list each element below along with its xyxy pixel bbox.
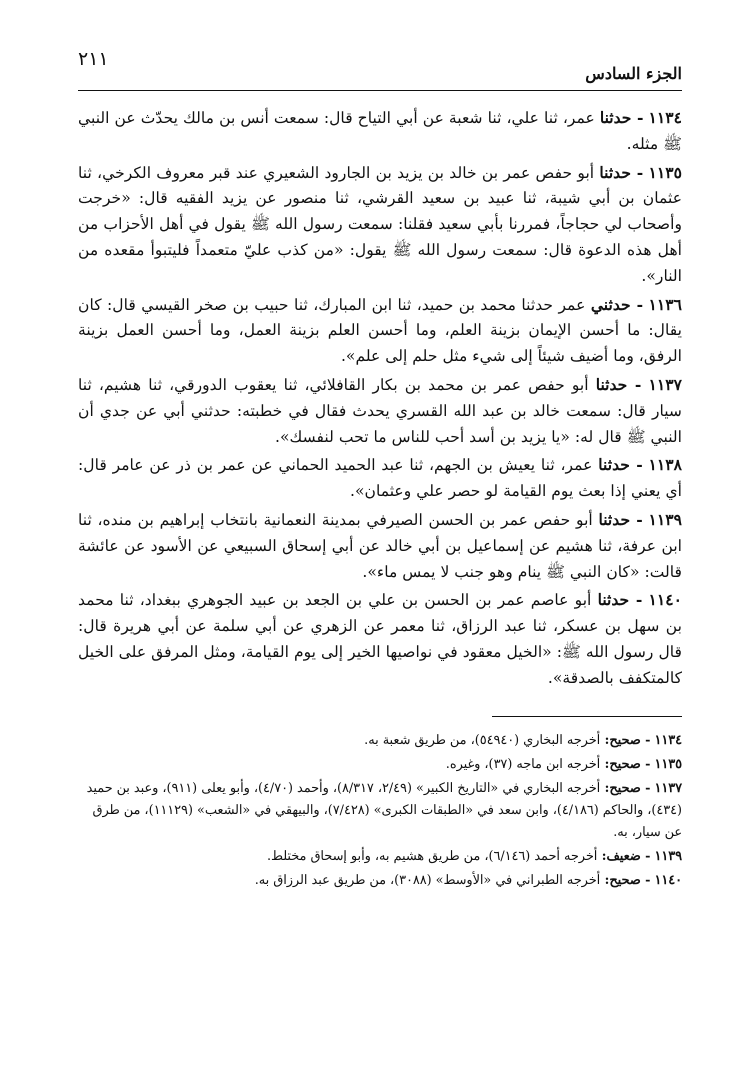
footnote-1137: ١١٣٧ - صحيح: أخرجه البخاري في «التاريخ الكبير» (٢/٤٩، ٨/٣١٧)، وأحمد (٤/٧٠)، وأبو يعلى (٩١١)، وعبد بن حميد (٤٣٤)، والحاكم (٤/١٨٦)، وابن سعد في «الطبقات الكبرى» (٧/٤٢٨)، والبيهقي في «الشعب» (١١١٢٩)، من طرق عن سيار، به. bbox=[86, 780, 682, 840]
footnote-text: أخرجه البخاري (٥٤٩٤٠)، من طريق شعبة به. bbox=[364, 732, 601, 748]
footnote-1140: ١١٤٠ - صحيح: أخرجه الطبراني في «الأوسط» (٣٠٨٨)، من طريق عبد الرزاق به. bbox=[254, 872, 682, 888]
hadith-number: ١١٣٩ bbox=[648, 509, 682, 529]
footnote-separator bbox=[78, 716, 682, 718]
hadith-number: ١١٣٦ bbox=[648, 294, 682, 314]
page-header bbox=[78, 40, 682, 91]
footnote-grade: صحيح bbox=[609, 756, 641, 772]
book-page bbox=[78, 40, 682, 1060]
hadith-lead: حدثنا bbox=[599, 162, 632, 182]
footnote-1134: ١١٣٤ - صحيح: أخرجه البخاري (٥٤٩٤٠)، من طريق شعبة به. bbox=[364, 732, 682, 748]
hadith-1140: ١١٤٠ - حدثنا أبو عاصم عمر بن الحسن بن علي بن الجعد بن عبيد الجوهري ببغداد، ثنا محمد بن سهل بن عسكر، ثنا عبد الرزاق، ثنا معمر عن الزهري عن أبي سلمة عن أبي هريرة قال: قال رسول الله ﷺ: «الخيل معقود في نواصيها الخير إلى يوم القيامة، ومثل المرفق على الخيل كالمتكفف بالصدقة». bbox=[78, 590, 682, 687]
hadith-text: عمر حدثنا محمد بن حميد، ثنا ابن المبارك، ثنا حبيب بن صخر القيسي قال: كان يقال: ما أحسن الإيمان بزينة العلم، وما أحسن العلم بزينة العمل، وما أحسن العمل بزينة الرفق، وما أضيف شيئاً إلى شيء مثل حلم إلى علم». bbox=[78, 295, 682, 366]
hadith-text: أبو حفص عمر بن خالد بن يزيد بن الجارود الشعيري عند قبر معروف الكرخي، ثنا عثمان بن أبي شيبة، ثنا عبيد بن سعيد القرشي، ثنا منصور عن يزيد الفقيه قال: «خرجت وأصحاب لي حجاجاً، فمررنا بأبي سعيد فقلنا: سمعت رسول الله ﷺ يقول في أهل الأحزاب من أهل هذه الدعوة قال: سمعت رسول الله ﷺ يقول: «من كذب عليّ متعمداً فليتبوأ مقعده من النار». bbox=[78, 163, 682, 285]
hadith-1134: ١١٣٤ - حدثنا عمر، ثنا علي، ثنا شعبة عن أبي التياح قال: سمعت أنس بن مالك يحدّث عن النبي ﷺ مثله. bbox=[78, 108, 682, 153]
hadith-lead: حدثنا bbox=[599, 108, 632, 127]
hadith-1138: ١١٣٨ - حدثنا عمر، ثنا يعيش بن الجهم، ثنا عبد الحميد الحماني عن عمر بن ذر عن عامر قال: أي يعني إذا بعث يوم القيامة لو حصر علي وعثمان». bbox=[78, 455, 683, 501]
hadith-text: أبو حفص عمر بن الحسن الصيرفي بمدينة النعمانية بانتخاب إبراهيم بن منده، ثنا ابن عرفة، ثنا هشيم عن إسماعيل بن أبي خالد عن أبي إسحاق السبيعي عن الأسود عن عائشة قالت: «كان النبي ﷺ ينام وهو جنب لا يمس ماء». bbox=[78, 510, 682, 581]
footnote-number: ١١٣٧ bbox=[654, 780, 682, 796]
footnote-number: ١١٣٥ bbox=[654, 756, 682, 772]
hadith-1137: ١١٣٧ - حدثنا أبو حفص عمر بن محمد بن بكار القافلائي، ثنا يعقوب الدورقي، ثنا هشيم، ثنا سيار قال: سمعت خالد بن عبد الله القسري يحدث فقال في خطبته: حدثني أبي عن جدي أن النبي ﷺ قال له: «يا يزيد بن أسد أحب للناس ما تحب لنفسك». bbox=[78, 374, 682, 446]
hadith-number: ١١٤٠ bbox=[648, 590, 682, 610]
hadith-lead: حدثني bbox=[590, 294, 631, 314]
footnote-text: أخرجه أحمد (٦/١٤٦)، من طريق هشيم به، وأبو إسحاق مختلط. bbox=[266, 848, 598, 864]
hadith-number: ١١٣٥ bbox=[648, 162, 682, 182]
footnote-number: ١١٣٩ bbox=[654, 848, 682, 864]
footnotes bbox=[78, 730, 682, 892]
footnote-grade: ضعيف bbox=[606, 848, 641, 864]
page-number: ٢١١ bbox=[78, 48, 109, 70]
hadith-lead: حدثنا bbox=[598, 509, 631, 529]
hadith-text: عمر، ثنا علي، ثنا شعبة عن أبي التياح قال: سمعت أنس بن مالك يحدّث عن النبي ﷺ مثله. bbox=[78, 109, 682, 153]
footnote-text: أخرجه الطبراني في «الأوسط» (٣٠٨٨)، من طريق عبد الرزاق به. bbox=[254, 872, 601, 888]
footnote-number: ١١٣٤ bbox=[654, 732, 682, 748]
footnote-1139: ١١٣٩ - ضعيف: أخرجه أحمد (٦/١٤٦)، من طريق هشيم به، وأبو إسحاق مختلط. bbox=[266, 848, 682, 864]
hadith-text: أبو عاصم عمر بن الحسن بن علي بن الجعد بن عبيد الجوهري ببغداد، ثنا محمد بن سهل بن عسكر، ثنا عبد الرزاق، ثنا معمر عن الزهري عن أبي سلمة عن أبي هريرة قال: قال رسول الله ﷺ: «الخيل معقود في نواصيها الخير إلى يوم القيامة، ومثل المرفق على الخيل كالمتكفف بالصدقة». bbox=[78, 591, 682, 687]
footnote-text: أخرجه البخاري في «التاريخ الكبير» (٢/٤٩، ٨/٣١٧)، وأحمد (٤/٧٠)، وأبو يعلى (٩١١)، وعبد بن حميد (٤٣٤)، والحاكم (٤/١٨٦)، وابن سعد في «الطبقات الكبرى» (٧/٤٢٨)، والبيهقي في «الشعب» (١١١٢٩)، من طرق عن سيار، به. bbox=[86, 780, 682, 840]
footnote-1135: ١١٣٥ - صحيح: أخرجه ابن ماجه (٣٧)، وغيره. bbox=[445, 756, 682, 772]
footnote-grade: صحيح bbox=[609, 732, 641, 748]
hadith-number: ١١٣٤ bbox=[648, 108, 682, 127]
hadith-lead: حدثنا bbox=[598, 455, 630, 475]
hadith-number: ١١٣٨ bbox=[648, 455, 683, 475]
running-title: الجزء السادس bbox=[585, 64, 682, 83]
footnote-grade: صحيح bbox=[609, 780, 641, 796]
hadith-text: عمر، ثنا يعيش بن الجهم، ثنا عبد الحميد الحماني عن عمر بن ذر عن عامر قال: أي يعني إذا بعث يوم القيامة لو حصر علي وعثمان». bbox=[78, 456, 682, 501]
hadith-number: ١١٣٧ bbox=[648, 374, 682, 394]
hadith-list bbox=[78, 105, 682, 692]
footnote-text: أخرجه ابن ماجه (٣٧)، وغيره. bbox=[445, 756, 601, 772]
hadith-1136: ١١٣٦ - حدثني عمر حدثنا محمد بن حميد، ثنا ابن المبارك، ثنا حبيب بن صخر القيسي قال: كان يقال: ما أحسن الإيمان بزينة العلم، وما أحسن العلم بزينة العمل، وما أحسن العمل بزينة الرفق، وما أضيف شيئاً إلى شيء مثل حلم إلى علم». bbox=[78, 294, 682, 366]
hadith-lead: حدثنا bbox=[597, 590, 630, 610]
hadith-1135: ١١٣٥ - حدثنا أبو حفص عمر بن خالد بن يزيد بن الجارود الشعيري عند قبر معروف الكرخي، ثنا عثمان بن أبي شيبة، ثنا عبيد بن سعيد القرشي، ثنا منصور عن يزيد الفقيه قال: «خرجت وأصحاب لي حجاجاً، فمررنا بأبي سعيد فقلنا: سمعت رسول الله ﷺ يقول في أهل الأحزاب من أهل هذه الدعوة قال: سمعت رسول الله ﷺ يقول: «من كذب عليّ متعمداً فليتبوأ مقعده من النار». bbox=[78, 162, 682, 285]
footnote-number: ١١٤٠ bbox=[654, 872, 682, 888]
hadith-lead: حدثنا bbox=[595, 374, 628, 394]
footnote-rule bbox=[492, 716, 682, 717]
hadith-text: أبو حفص عمر بن محمد بن بكار القافلائي، ثنا يعقوب الدورقي، ثنا هشيم، ثنا سيار قال: سمعت خالد بن عبد الله القسري يحدث فقال في خطبته: حدثني أبي عن جدي أن النبي ﷺ قال له: «يا يزيد بن أسد أحب للناس ما تحب لنفسك». bbox=[78, 375, 682, 446]
hadith-1139: ١١٣٩ - حدثنا أبو حفص عمر بن الحسن الصيرفي بمدينة النعمانية بانتخاب إبراهيم بن منده، ثنا ابن عرفة، ثنا هشيم عن إسماعيل بن أبي خالد عن أبي إسحاق السبيعي عن الأسود عن عائشة قالت: «كان النبي ﷺ ينام وهو جنب لا يمس ماء». bbox=[78, 509, 682, 581]
footnote-grade: صحيح bbox=[609, 872, 641, 888]
